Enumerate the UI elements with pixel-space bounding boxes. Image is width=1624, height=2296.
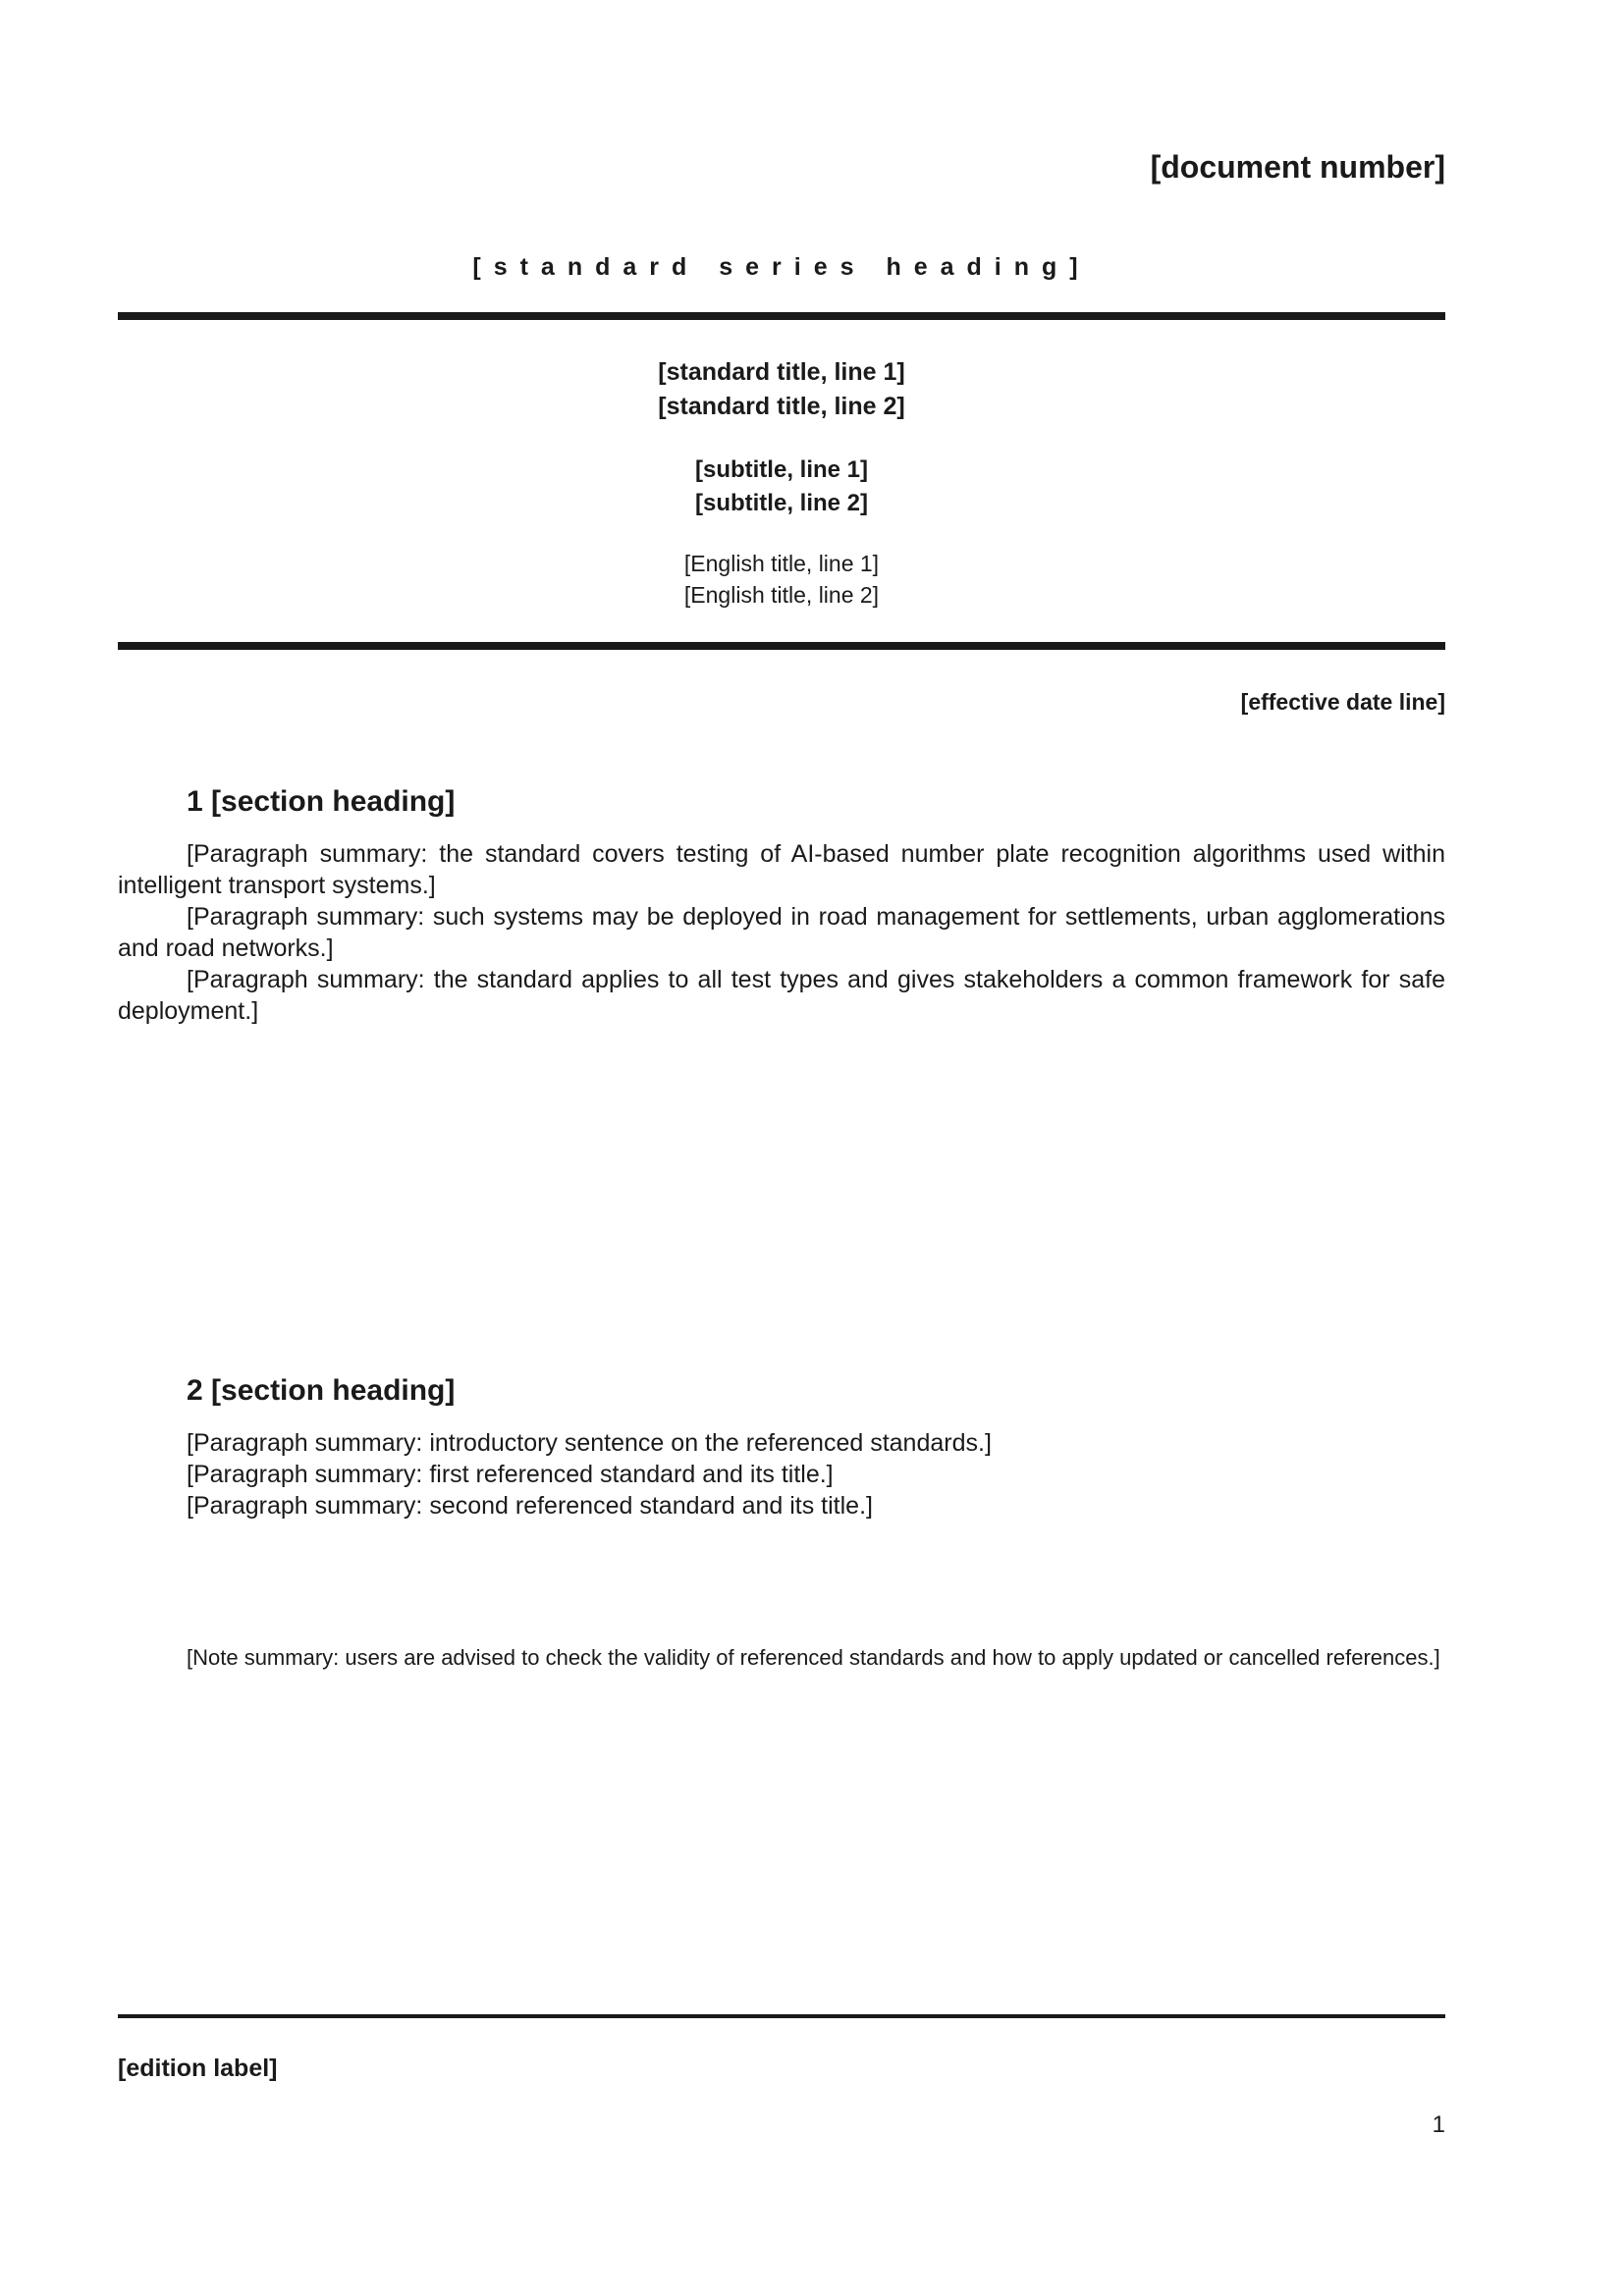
effective-date: [effective date line] xyxy=(1240,689,1445,715)
document-subtitle-line-1: [subtitle, line 1] xyxy=(694,456,868,483)
edition-label: [edition label] xyxy=(118,2055,278,2082)
footer-rule xyxy=(118,2014,1445,2018)
series-title: [standard series heading] xyxy=(472,253,1091,281)
section-references xyxy=(118,1374,1445,1522)
english-title-line-2: [English title, line 2] xyxy=(683,582,880,608)
document-title xyxy=(118,355,1445,424)
document-subtitle-line-2: [subtitle, line 2] xyxy=(694,490,868,516)
section-paragraph: [Paragraph summary: second referenced standard and its title.] xyxy=(187,1492,873,1520)
english-title xyxy=(118,548,1445,611)
document-title-line-2: [standard title, line 2] xyxy=(658,393,905,420)
title-bottom-rule xyxy=(118,642,1445,650)
document-number: [document number] xyxy=(1150,149,1445,185)
page-number: 1 xyxy=(1432,2111,1445,2138)
section-scope xyxy=(118,785,1445,1027)
section-paragraph: [Paragraph summary: the standard applies to all test types and gives stakeholders a common framework for safe deployment.] xyxy=(118,966,1445,1025)
section-paragraph: [Paragraph summary: introductory sentence on the referenced standards.] xyxy=(187,1429,992,1457)
document-title-line-1: [standard title, line 1] xyxy=(658,358,905,386)
section-heading: 1 [section heading] xyxy=(187,785,456,818)
section-heading: 2 [section heading] xyxy=(187,1374,456,1407)
top-rule xyxy=(118,312,1445,320)
section-paragraph: [Paragraph summary: such systems may be deployed in road management for settlements, urban agglomerations and road networks.] xyxy=(118,903,1445,962)
section-paragraph: [Paragraph summary: first referenced standard and its title.] xyxy=(187,1461,834,1488)
section-paragraph: [Paragraph summary: the standard covers testing of AI-based number plate recognition algorithms used within intelligent transport systems.] xyxy=(118,840,1445,899)
note-paragraph: [Note summary: users are advised to check the validity of referenced standards and how to apply updated or cancelled references.] xyxy=(187,1645,1440,1670)
english-title-line-1: [English title, line 1] xyxy=(683,551,880,576)
document-subtitle xyxy=(118,454,1445,520)
